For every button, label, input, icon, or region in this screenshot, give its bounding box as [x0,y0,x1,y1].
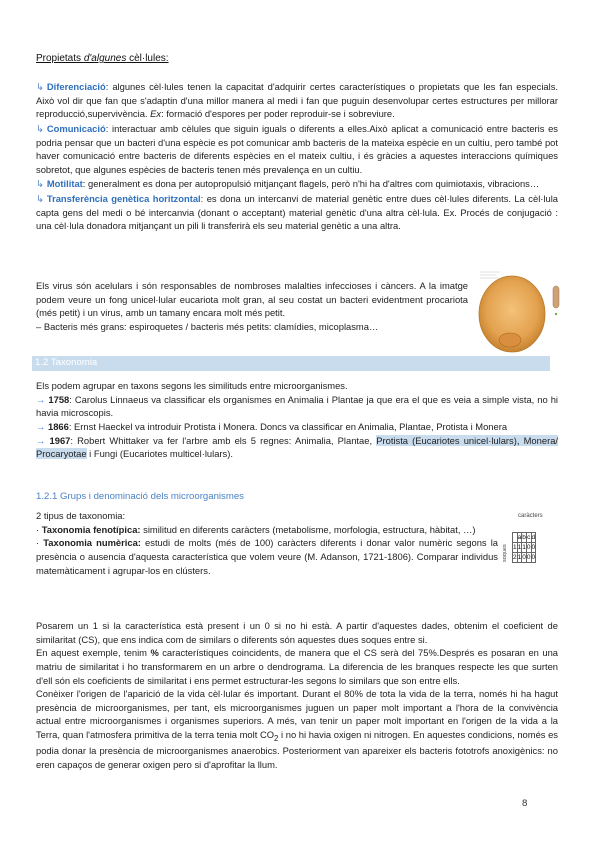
example-text: : formació d'espores per poder reproduir-se i sobreviure. [161,108,395,120]
matrix-cell: 0 [526,544,531,551]
year: 1758 [48,393,70,405]
corner-arrow-icon: ↳ [36,193,44,204]
bacteria-size-text: – Bacteris més grans: espiroquetes / bacteris més petits: clamídies, micoplasma… [36,320,379,332]
right-arrow-icon: → [36,434,46,446]
virus-paragraph [36,279,468,334]
matrix-row [513,553,536,563]
types-intro: 2 tipus de taxonomia: [36,510,126,521]
property-item [36,122,558,177]
year: 1866 [47,420,69,432]
matrix-row [513,543,536,553]
property-keyword: Transferència genètica horitzontal [46,193,201,204]
matrix-cell: 2 [513,554,517,561]
taxonomy-intro: Els podem agrupar en taxons segons les similituds entre microorganismes. [36,380,348,391]
highlighted-text: Protista (Eucariotes unicel·lulars), Monera/ Procaryotae [36,434,559,460]
type-label: Taxonomia fenotípica: [41,523,141,535]
text-span: característiques coincidents, de manera que el CS serà del 75%.Després es posaran en una matriu de similaritat i ho transformarem en un arbre o dendrograma. La diferencia de les branques respecte les que surten d'ell són els coeficients de similaritat i ens permet estructurar-les segons lo similars que son entre ells. [36,647,558,686]
event-text: : Robert Whittaker va fer l'arbre amb els 5 regnes: Animalia, Plantae, [70,434,377,446]
text-span: Conèixer l'origen de l'aparició de la vida cèl·lular és important. Durant el 80% de tota la vida de la terra, només hi ha hagut presència de microorganismes, per tant, els microorganismes juguen un paper molt important a l'hora de la convivència actual entre microorganismes i organismes superiors. A més, van tenir un paper molt important en l'origen de la vida a la Terra, quan l'atmosfera primitiva de la terra tenia molt CO [36,688,558,740]
property-text: : es dona un intercanvi de material genètic entre dues cèl·lules diferents. La cèl·lula capta gens del medi o bé intercanvia (donant o acceptant) material genètic d'una altra cèl·lula. Ex. Procés de conjugació : una cèl·lula donadora mitjançant un pili li transferirà els seu material genètic a una altra. [36,193,558,232]
matrix-cell: 1 [517,544,522,551]
corner-arrow-icon: ↳ [36,81,44,92]
matrix-cell: a [517,534,522,541]
property-text: : interactuar amb cèlules que siguin iguals o diferents a elles.Això aplicat a comunicació entre bacteris es podria pensar que un bacteri d'una espècie es pot comunicar amb bacteris de la mateixa espècie en un cultiu, pero també pot haver comunicació entre bacteris de diferents espècies en el mateix cultiu, i és gràcies a aquestes interaccions químiques sobretot, que algunes espècies de bacteris tenen més prevalença en un cultiu. [36,122,558,175]
history-item [36,434,558,461]
text-span: En aquest exemple, tenim [36,647,151,659]
section-heading: 1.2 Taxonomia [35,357,98,368]
property-keyword: Motilitat [46,178,83,190]
matrix-cell: 1 [513,544,517,551]
virus [555,313,557,315]
property-keyword: Diferenciació [46,81,106,92]
type-item: · Taxonomia numèrica: estudi de molts (més de 100) caràcters diferents i donar valor numèric segons la presència o ausencia d'aquesta característica que volem veure (M. Adanson, 1721-1806). Comparar individus matemàticament i agrupar-los en clústers. [36,537,498,576]
matrix-table [512,532,536,563]
taxonomy-history [36,379,558,461]
right-arrow-icon: → [36,393,46,405]
type-label: Taxonomia numèrica: [43,537,141,549]
property-keyword: Comunicació [46,122,106,134]
taxonomy-types [36,509,498,577]
example-label: Ex [150,108,162,120]
property-item [36,80,558,121]
property-text: : generalment es dona per autopropulsió mitjançant flagels, però n'hi ha d'altres com quimiotaxis, vibracions… [82,178,540,190]
fungus-bacteria-virus-image [470,268,562,356]
origin-paragraph [36,687,558,771]
matrix-cell: 0 [531,544,536,551]
matrix-header-row [513,533,536,543]
property-text: : algunes cèl·lules tenen la capacitat d'adquirir certes característiques o propietats que les fan especials. Això vol dir que fan que s'adaptin d'una millor manera al medi i fan que puguin desenvolupar certes estructures per millorar reproducció,supervivència. [36,81,558,120]
type-text: estudi de molts (més de 100) caràcters diferents i donar valor numèric segons la presència o ausencia d'aquesta característica que volem veure (M. Adanson, 1721-1806). Comparar individus matemàticament i agrupar-los en clústers. [36,537,498,576]
history-item [36,393,558,420]
section-title [36,52,169,67]
event-text: : Ernst Haeckel va introduir Protista i Monera. Doncs va classificar en Animalia, Plantae, Protista i Monera [68,420,508,432]
subscript: 2 [274,733,279,743]
bacterium [553,286,559,308]
matrix-cell: d [531,534,536,541]
virus-text: Els virus són acelulars i són responsables de nombroses malalties infeccioses i càncers. A la imatge podem veure un fong unicel·lular eucariota molt gran, al seu costat un bacteri evidentment procariota (més petit) i un virus, amb un tamany encara molt més petit. [36,280,468,319]
history-item [36,420,558,434]
title-suffix: cèl·lules: [126,53,169,64]
section-heading-bar [32,356,550,371]
nucleus [499,333,521,347]
property-item [36,177,558,191]
similarity-paragraph: Posarem un 1 si la característica està present i un 0 si no hi està. A partir d'aquestes dades, obtenim el coeficient de similaritat (CS), que ens indica com de similars o diferents són aquestes dues soques entre si. [36,620,558,645]
title-italic: d'algunes [83,53,127,64]
page-number: 8 [522,798,528,809]
matrix-cell: b [522,534,526,541]
corner-arrow-icon: ↳ [36,122,44,134]
matrix-side-label: soques [502,544,508,562]
subsection-heading: 1.2.1 Grups i denominació dels microorganismes [36,491,244,502]
matrix-cell: 1 [522,544,526,551]
matrix-caption: caràcters [518,513,543,519]
matrix-cell: 1 [517,554,522,561]
type-item: · Taxonomia fenotípica: similitud en diferents caràcters (metabolisme, morfologia, estructura, hàbitat, …) [36,523,476,535]
similarity-text [36,619,558,771]
title-prefix: Propietats [36,53,84,64]
event-text: : Carolus Linnaeus va classificar els organismes en Animalia i Plantae ja que era el que es veia a simple vista, no hi havia microscopis. [36,393,558,419]
corner-arrow-icon: ↳ [36,178,44,190]
matrix-cell: 0 [531,554,536,561]
matrix-cell: c [527,534,531,541]
matrix-cell: 0 [526,554,531,561]
year: 1967 [49,434,71,446]
right-arrow-icon: → [36,420,46,432]
matrix-cell: 0 [522,554,526,561]
text-span: i no hi havia oxigen ni nitrogen. En aquestes condicions, només es podia donar la presència de microorganismes anaerobics. Posteriorment van apareixer els bacteris fototrofs anoxigènics: no eren capaços de generar oxigen pero si d'aprofitar la llum. [36,729,558,770]
type-text: similitud en diferents caràcters (metabolisme, morfologia, estructura, hàbitat, …) [140,523,476,535]
property-item [36,192,558,233]
example-paragraph [36,646,558,687]
event-text: i Fungi (Eucariotes multicel·lulars). [86,448,233,460]
properties-list [36,80,558,234]
percent-symbol: % [150,647,159,659]
